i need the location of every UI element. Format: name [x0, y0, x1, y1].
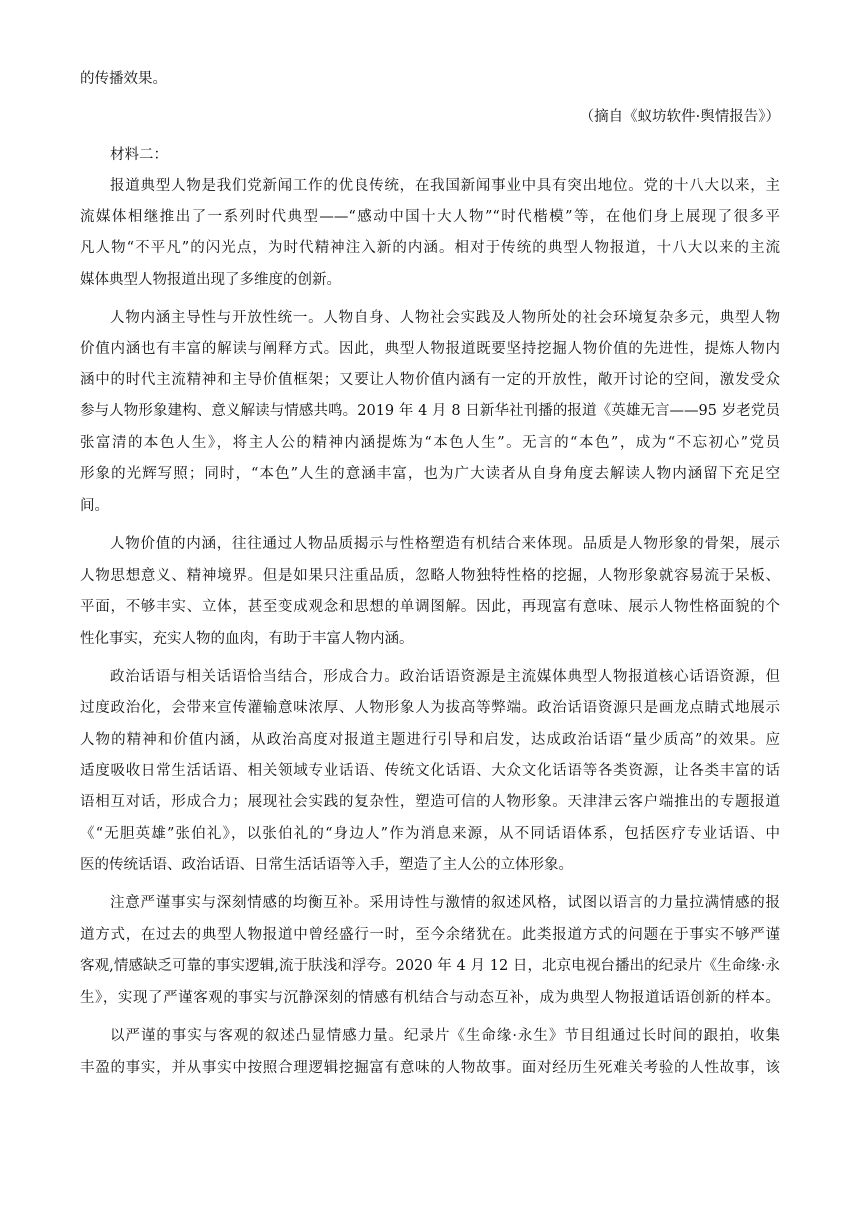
text-line: 以严谨的事实与客观的叙述凸显情感力量。纪录片《生命缘·永生》节目组通过长时间的跟拍，收集: [110, 1028, 780, 1044]
text-line: 过度政治化，会带来宣传灌输意味浓厚、人物形象人为拔高等弊端。政治话语资源只是画龙点睛式地展示: [80, 700, 780, 716]
text-line: 适度吸收日常生活话语、相关领域专业话语、传统文化话语、大众文化话语等各类资源，让各类丰富的话: [80, 763, 780, 779]
text-line: 人物思想意义、精神境界。但是如果只注重品质，忽略人物独特性格的挖掘，人物形象就容易流于呆板、: [80, 568, 780, 584]
text-line: 间。: [80, 498, 109, 514]
text-line: 平面，不够丰实、立体，甚至变成观念和思想的单调图解。因此，再现富有意味、展示人物性格面貌的个: [80, 599, 780, 615]
text-line: 政治话语与相关话语恰当结合，形成合力。政治话语资源是主流媒体典型人物报道核心话语资源，但: [110, 669, 780, 685]
text-line: 性化事实，充实人物的血肉，有助于丰富人物内涵。: [80, 631, 414, 647]
text-line: 流媒体相继推出了一系列时代典型——“感动中国十大人物”“时代楷模”等，在他们身上展现了很多平: [80, 209, 780, 225]
text-line: 语相互对话，形成合力；展现社会实践的复杂性，塑造可信的人物形象。天津津云客户端推出的专题报道: [80, 794, 780, 810]
text-line: 参与人物形象建构、意义解读与情感共鸣。2019 年 4 月 8 日新华社刊播的报道《英雄无言——95 岁老党员: [80, 403, 780, 419]
text-line: 价值内涵也有丰富的解读与阐释方式。因此，典型人物报道既要坚持挖掘人物价值的先进性，提炼人物内: [80, 341, 780, 357]
text-line: 凡人物“不平凡”的闪光点，为时代精神注入新的内涵。相对于传统的典型人物报道，十八大以来的主流: [80, 240, 780, 256]
text-line: 张富清的本色人生》，将主人公的精神内涵提炼为“本色人生”。无言的“本色”，成为“不忘初心”党员: [80, 435, 780, 451]
text-line: 丰盈的事实，并从事实中按照合理逻辑挖掘富有意味的人物故事。面对经历生死难关考验的人性故事，该: [80, 1060, 780, 1076]
text-line: 的传播效果。: [80, 71, 167, 87]
text-line: 《“无胆英雄”张伯礼》，以张伯礼的“身边人”作为消息来源，从不同话语体系，包括医疗专业话语、中: [80, 826, 780, 842]
text-line: 形象的光辉写照；同时，“本色”人生的意涵丰富，也为广大读者从自身角度去解读人物内涵留下充足空: [80, 466, 780, 482]
text-line: 媒体典型人物报道出现了多维度的创新。: [80, 272, 341, 288]
text-line: 报道典型人物是我们党新闻工作的优良传统，在我国新闻事业中具有突出地位。党的十八大以来，主: [110, 178, 780, 194]
text-line: 材料二：: [110, 147, 168, 163]
text-line: 人物内涵主导性与开放性统一。人物自身、人物社会实践及人物所处的社会环境复杂多元，典型人物: [110, 310, 780, 326]
text-line: 医的传统话语、政治话语、日常生活话语等入手，塑造了主人公的立体形象。: [80, 857, 573, 873]
text-line: 人物的精神和价值内涵，从政治高度对报道主题进行引导和启发，达成政治话语“量少质高”的效果。应: [80, 732, 780, 748]
text-line: （摘自《蚁坊软件·舆情报告》）: [579, 109, 780, 125]
text-line: 生》，实现了严谨客观的事实与沉静深刻的情感有机结合与动态互补，成为典型人物报道话语创新的样本。: [80, 990, 780, 1006]
text-line: 人物价值的内涵，往往通过人物品质揭示与性格塑造有机结合来体现。品质是人物形象的骨架，展示: [110, 536, 780, 552]
text-line: 客观,情感缺乏可靠的事实逻辑,流于肤浅和浮夸。2020 年 4 月 12 日，北京电视台播出的纪录片《生命缘·永: [80, 958, 780, 974]
text-line: 涵中的时代主流精神和主导价值框架；又要让人物价值内涵有一定的开放性，敞开讨论的空间，激发受众: [80, 372, 780, 388]
text-line: 注意严谨事实与深刻情感的均衡互补。采用诗性与激情的叙述风格，试图以语言的力量拉满情感的报: [110, 895, 780, 911]
text-line: 道方式，在过去的典型人物报道中曾经盛行一时，至今余绪犹在。此类报道方式的问题在于事实不够严谨: [80, 927, 780, 943]
